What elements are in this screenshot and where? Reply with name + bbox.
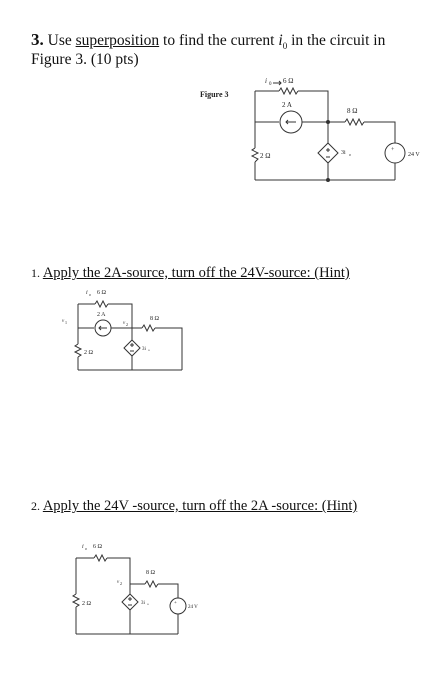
svg-text:o: o (85, 546, 87, 551)
current-subscript: 0 (282, 41, 288, 52)
svg-text:2 Ω: 2 Ω (84, 350, 93, 356)
svg-text:+: + (174, 601, 177, 606)
svg-text:3i: 3i (142, 347, 146, 352)
svg-text:v: v (123, 321, 126, 326)
problem-number: 3. (31, 30, 44, 49)
svg-text:2: 2 (126, 322, 128, 327)
voltage-source-24v (385, 143, 405, 163)
resistor-2ohm (252, 148, 258, 162)
svg-text:6 Ω: 6 Ω (283, 77, 294, 85)
svg-text:2 A: 2 A (282, 101, 292, 109)
svg-text:o: o (148, 348, 150, 352)
current-symbol: i (278, 32, 283, 49)
svg-text:2 Ω: 2 Ω (260, 152, 271, 160)
svg-text:6 Ω: 6 Ω (93, 544, 102, 550)
svg-text:o: o (147, 602, 149, 606)
step-1-heading (31, 265, 350, 282)
svg-text:o: o (89, 292, 91, 297)
svg-text:o: o (349, 152, 351, 157)
svg-text:+: + (391, 147, 395, 153)
problem-text-a: Use (43, 32, 76, 49)
figure-3-caption: Figure 3 (200, 90, 229, 99)
svg-text:3i: 3i (141, 601, 145, 606)
superposition-term: superposition (75, 32, 160, 49)
svg-text:24 V: 24 V (188, 605, 198, 610)
svg-text:v: v (62, 319, 65, 324)
step-1-number: 1. (31, 266, 40, 280)
svg-text:v: v (117, 580, 120, 585)
svg-text:6 Ω: 6 Ω (97, 290, 106, 296)
step-2-circuit (60, 538, 220, 648)
svg-text:2: 2 (120, 581, 122, 586)
svg-text:24 V: 24 V (408, 152, 420, 158)
figure-3-circuit (195, 70, 437, 190)
svg-text:i: i (265, 77, 267, 85)
resistor-8ohm (345, 119, 364, 125)
step-2-text: Apply the 24V -source, turn off the 2A -source: (Hint) (42, 498, 358, 514)
svg-text:i: i (86, 290, 88, 296)
svg-text:1: 1 (65, 320, 67, 325)
problem-statement-line2: Figure 3. (10 pts) (31, 51, 139, 68)
svg-text:0: 0 (269, 82, 272, 87)
svg-text:8 Ω: 8 Ω (146, 570, 155, 576)
step-1-circuit (60, 284, 190, 374)
resistor-6ohm (279, 88, 298, 94)
svg-text:i: i (82, 544, 84, 550)
step-2-heading (31, 498, 357, 515)
dependent-source (318, 143, 338, 163)
step-2-number: 2. (31, 499, 40, 513)
svg-text:8 Ω: 8 Ω (150, 316, 159, 322)
problem-text-c: in the circuit in (287, 32, 386, 49)
step-1-text: Apply the 2A-source, turn off the 24V-source: (Hint) (42, 265, 350, 281)
svg-text:8 Ω: 8 Ω (347, 107, 358, 115)
svg-text:2 Ω: 2 Ω (82, 601, 91, 607)
svg-text:3i: 3i (341, 150, 346, 156)
svg-text:2 A: 2 A (97, 312, 106, 318)
problem-text-b: to find the current (159, 32, 279, 49)
